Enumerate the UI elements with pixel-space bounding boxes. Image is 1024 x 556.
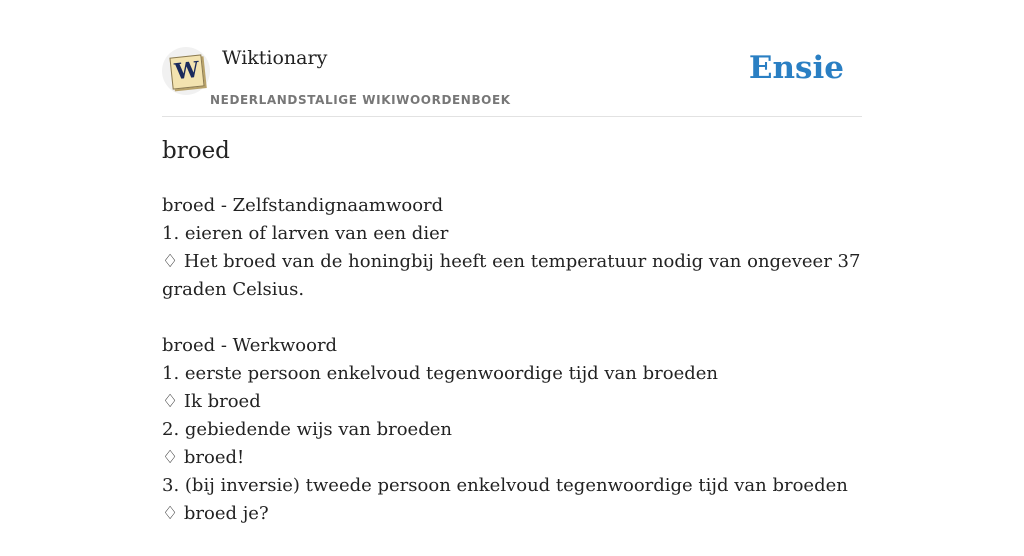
entry-heading: broed - Zelfstandignaamwoord xyxy=(162,195,444,216)
logo-tile xyxy=(169,54,204,89)
site-subtitle: NEDERLANDSTALIGE WIKIWOORDENBOEK xyxy=(210,93,511,107)
example-line: ♢ Ik broed xyxy=(162,391,261,412)
example-line: ♢ Het broed van de honingbij heeft een temperatuur nodig van ongeveer 37 graden Celsius. xyxy=(162,251,861,300)
logo-letter: W xyxy=(173,56,201,86)
definition-content xyxy=(162,192,862,556)
entry-noun xyxy=(162,192,862,304)
definition-line: 2. gebiedende wijs van broeden xyxy=(162,419,452,440)
definition-line: 3. (bij inversie) tweede persoon enkelvoud tegenwoordige tijd van broeden xyxy=(162,475,848,496)
page-title: broed xyxy=(162,138,230,164)
definition-line: 1. eerste persoon enkelvoud tegenwoordige tijd van broeden xyxy=(162,363,718,384)
definition-line: 1. eieren of larven van een dier xyxy=(162,223,449,244)
entry-verb xyxy=(162,332,862,528)
example-line: ♢ broed je? xyxy=(162,503,269,524)
wiktionary-logo-icon[interactable] xyxy=(162,47,210,95)
site-name[interactable]: Wiktionary xyxy=(222,47,328,69)
example-line: ♢ broed! xyxy=(162,447,245,468)
ensie-brand-link[interactable]: Ensie xyxy=(748,50,844,86)
entry-heading: broed - Werkwoord xyxy=(162,335,338,356)
site-header xyxy=(162,40,862,117)
